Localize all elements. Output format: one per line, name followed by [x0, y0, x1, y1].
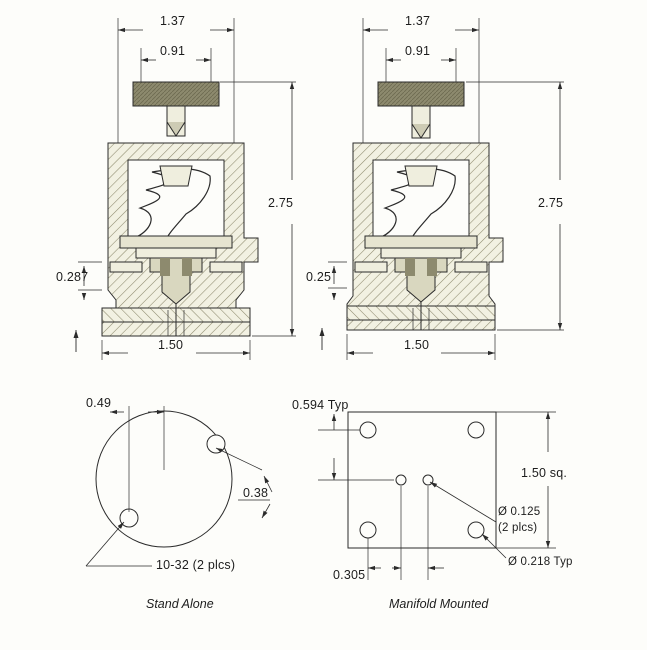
- callout-dia-0-125: Ø 0.125: [498, 506, 541, 518]
- dim-manifold-1-50-sq: 1.50 sq.: [521, 466, 568, 480]
- dim-stand-alone-width-1-37: 1.37: [160, 14, 186, 28]
- dim-manifold-port-0-25: 0.25: [306, 270, 332, 284]
- dim-bottom-offset-0-49: 0.49: [86, 396, 112, 410]
- dim-manifold-knob-0-91: 0.91: [405, 44, 431, 58]
- manifold-mounted-section-view: [322, 18, 564, 360]
- dim-manifold-0-594-typ: 0.594 Typ: [292, 398, 349, 412]
- callout-dia-0-125-qty: (2 plcs): [498, 522, 538, 534]
- dim-manifold-base-1-50: 1.50: [404, 338, 430, 352]
- dim-stand-alone-knob-0-91: 0.91: [160, 44, 186, 58]
- caption-stand-alone: Stand Alone: [146, 597, 214, 611]
- callout-10-32: 10-32 (2 plcs): [156, 558, 236, 572]
- callout-dia-0-218-typ: Ø 0.218 Typ: [508, 556, 573, 568]
- dim-manifold-height-2-75: 2.75: [538, 196, 564, 210]
- dim-manifold-0-305: 0.305: [333, 568, 366, 582]
- dim-bottom-offset-0-38: 0.38: [243, 486, 269, 500]
- manifold-bottom-view: [318, 412, 556, 580]
- stand-alone-section-view: [76, 18, 296, 360]
- dim-stand-alone-height-2-75: 2.75: [268, 196, 294, 210]
- dim-stand-alone-port-0-287: 0.287: [56, 270, 89, 284]
- dim-manifold-width-1-37: 1.37: [405, 14, 431, 28]
- dim-stand-alone-base-1-50: 1.50: [158, 338, 184, 352]
- caption-manifold-mounted: Manifold Mounted: [389, 597, 489, 611]
